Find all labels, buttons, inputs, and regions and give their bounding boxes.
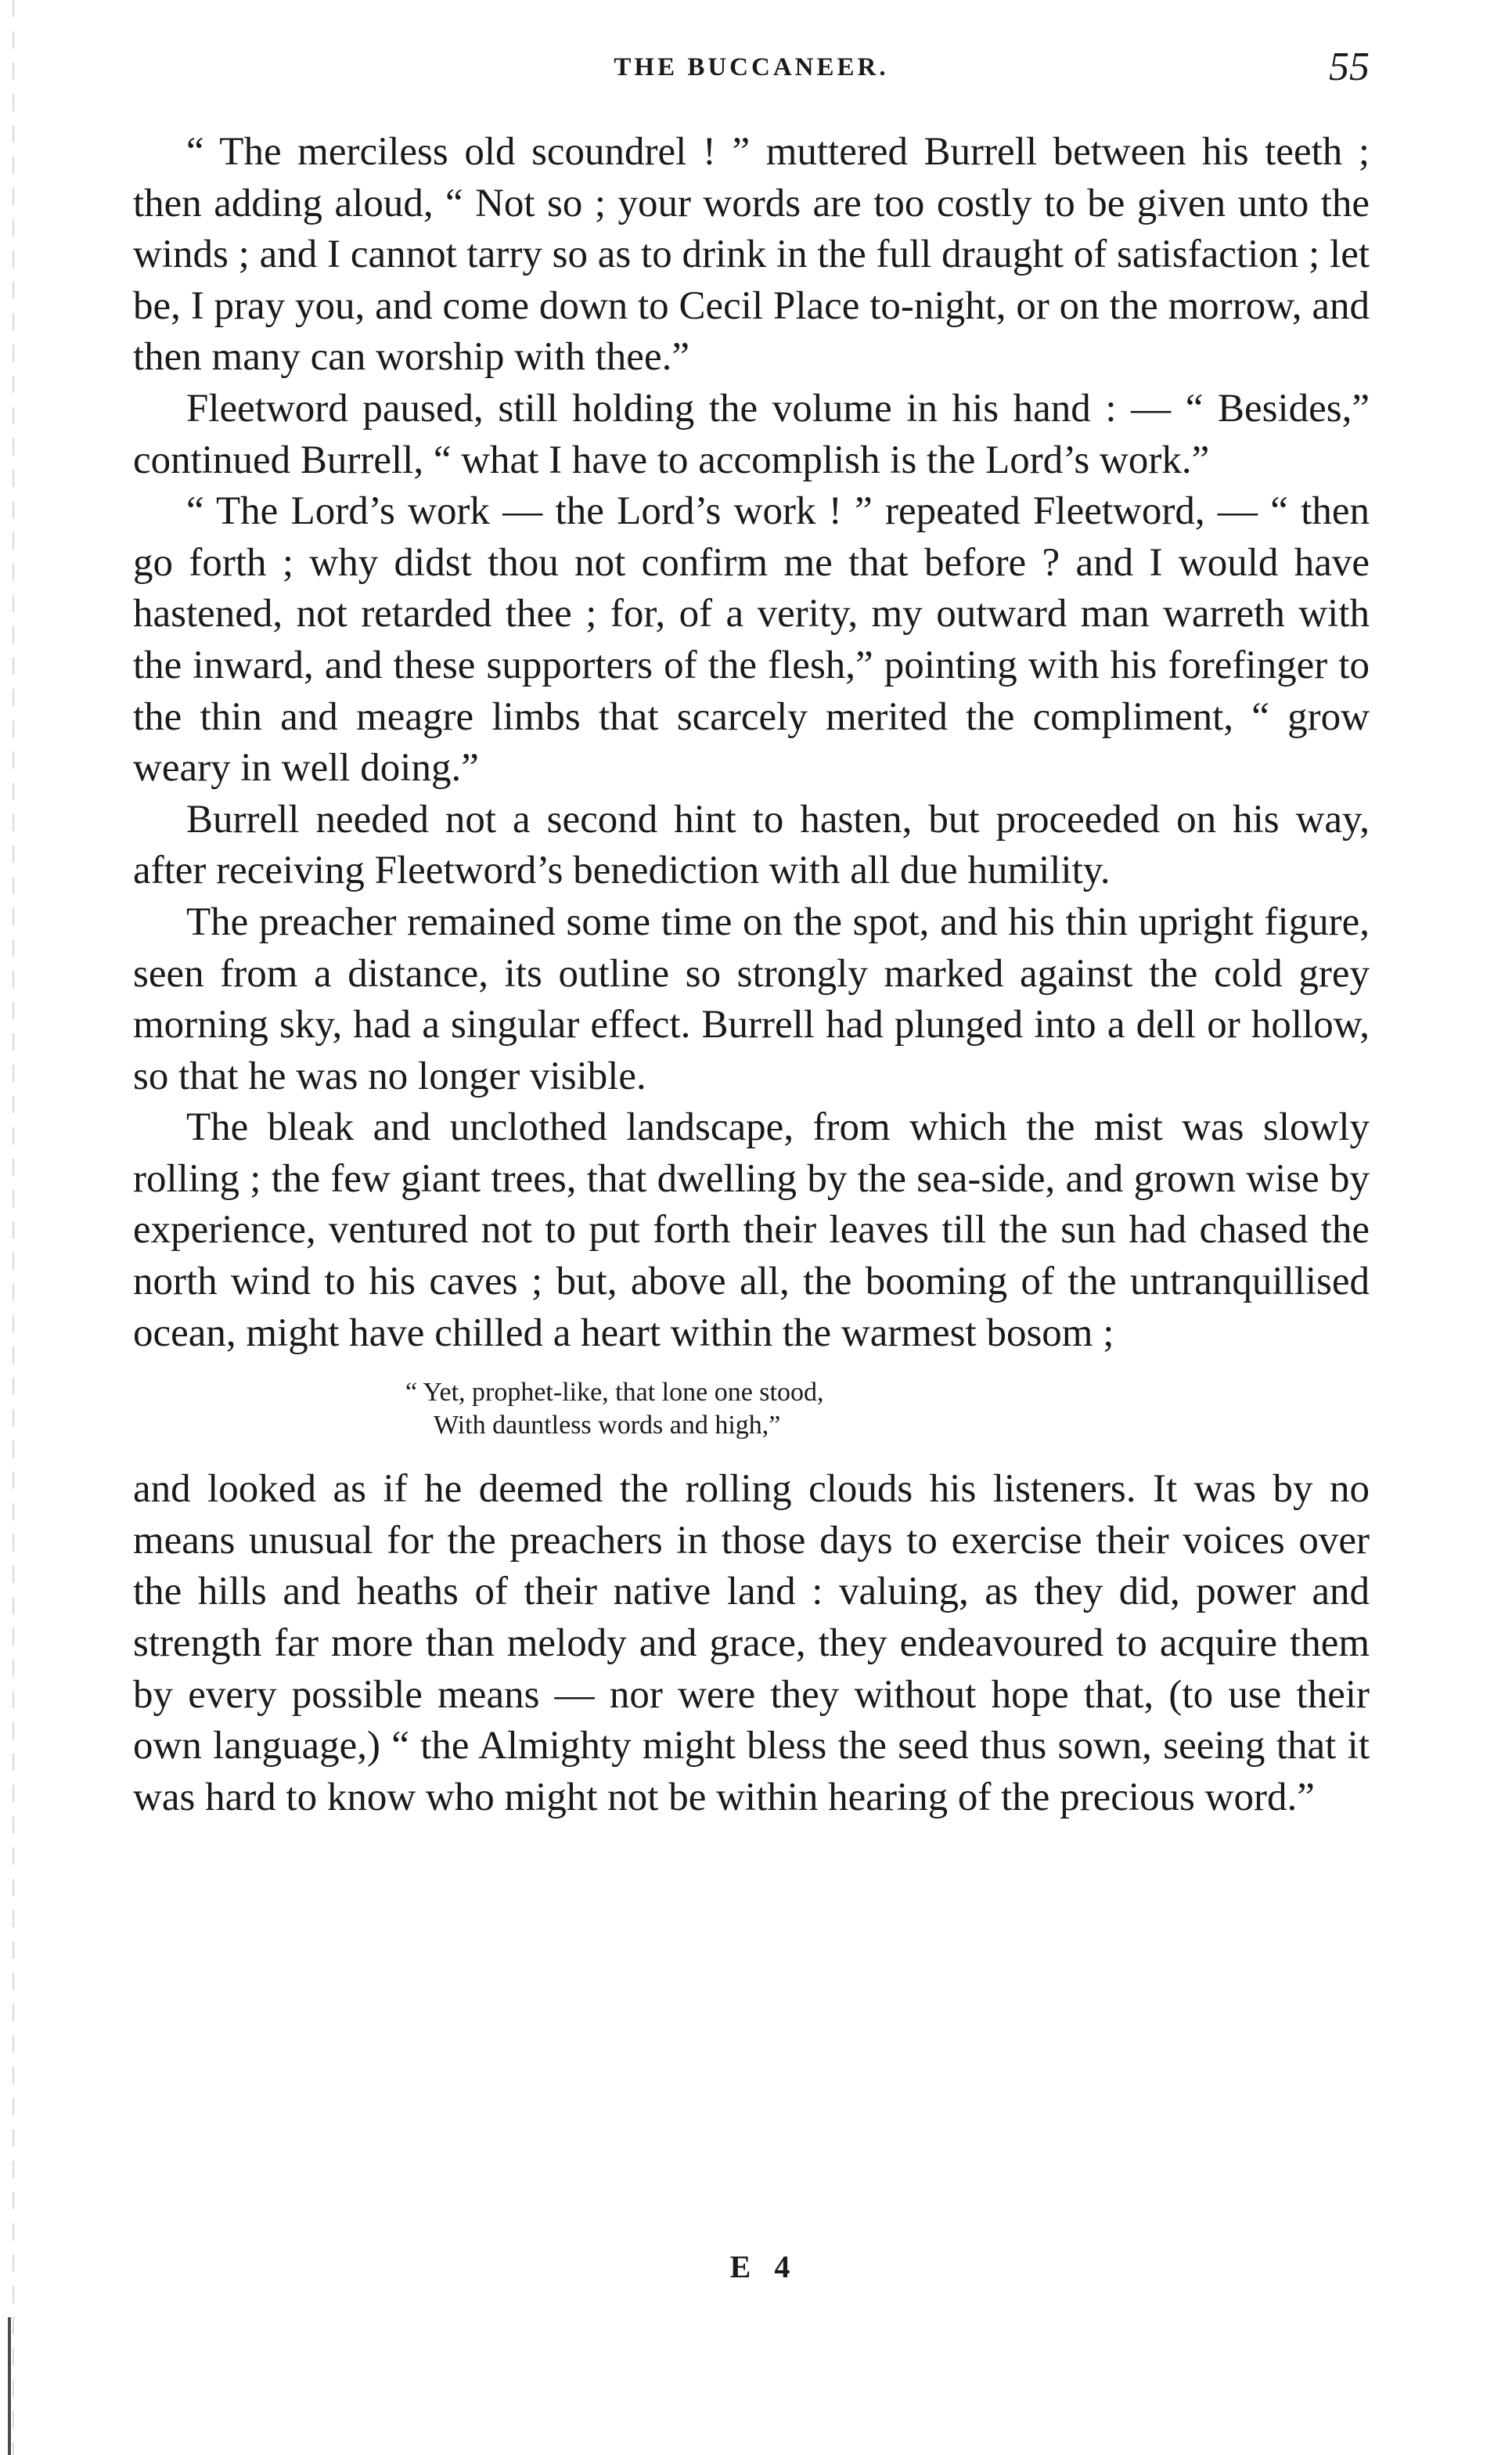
paragraph-closing: and looked as if he deemed the rolling clouds his listeners. It was by no means unusual for the preachers in those days to exercise their voices over the hills and heaths of their native land : valuing, as they did, power and strength far more than melody and grace, they endeavoured to acquire them by every possible means — nor were they without hope that, (to use their own language,) “ the Almighty might bless the seed thus sown, seeing that it was hard to know who might not be within hearing of the precious word.” bbox=[133, 1467, 1370, 1819]
paragraph-preacher-remained: The preacher remained some time on the spot, and his thin upright figure, seen from a distance, its outline so strongly marked against the cold grey morning sky, had a singular effect. Burrell had plunged into a dell or hollow, so that he was no longer visible. bbox=[133, 899, 1370, 1098]
paragraph-fleetword-paused: Fleetword paused, still holding the volume in his hand : — “ Besides,” continued Burrell, “ what I have to accomplish is the Lord’s work.” bbox=[133, 386, 1370, 482]
paragraph-lords-work: “ The Lord’s work — the Lord’s work ! ” repeated Fleetword, — “ then go forth ; why didst thou not confirm me that before ? and I would have hastened, not retarded thee ; for, of a verity, my outward man warreth with the inward, and these supporters of the flesh,” pointing with his forefinger to the thin and meagre limbs that scarcely merited the compliment, “ grow weary in well doing.” bbox=[133, 489, 1370, 791]
paragraph-burrell-hastens: Burrell needed not a second hint to hasten, but proceeded on his way, after receiving Fleetword’s benediction with all due humility. bbox=[133, 797, 1370, 893]
binding-edge bbox=[8, 2317, 11, 2455]
signature-mark: E 4 bbox=[729, 2249, 798, 2284]
verse-line: With dauntless words and high,” bbox=[434, 1411, 781, 1440]
verse-line: “ Yet, prophet-like, that lone one stood, bbox=[405, 1378, 824, 1408]
gutter-shadow bbox=[13, 0, 14, 2455]
paragraph-bleak-landscape: The bleak and unclothed landscape, from which the mist was slowly rolling ; the few giant trees, that dwelling by the sea-side, and grown wise by experience, ventured not to put forth their leaves till the sun had chased the north wind to his caves ; but, above all, the booming of the untranquillised ocean, might have chilled a heart within the warmest bosom ; bbox=[133, 1105, 1370, 1355]
page-number: 55 bbox=[1329, 45, 1370, 89]
verse-quotation bbox=[133, 1359, 1370, 1464]
running-title: THE BUCCANEER. bbox=[614, 53, 889, 81]
body-text bbox=[133, 127, 1370, 1823]
running-head bbox=[133, 47, 1370, 94]
paragraph-burrell-mutters: “ The merciless old scoundrel ! ” muttered Burrell between his teeth ; then adding aloud, “ Not so ; your words are too costly to be given unto the winds ; and I cannot tarry so as to drink in the full draught of satisfaction ; let be, I pray you, and come down to Cecil Place to-night, or on the morrow, and then many can worship with thee.” bbox=[133, 130, 1370, 380]
